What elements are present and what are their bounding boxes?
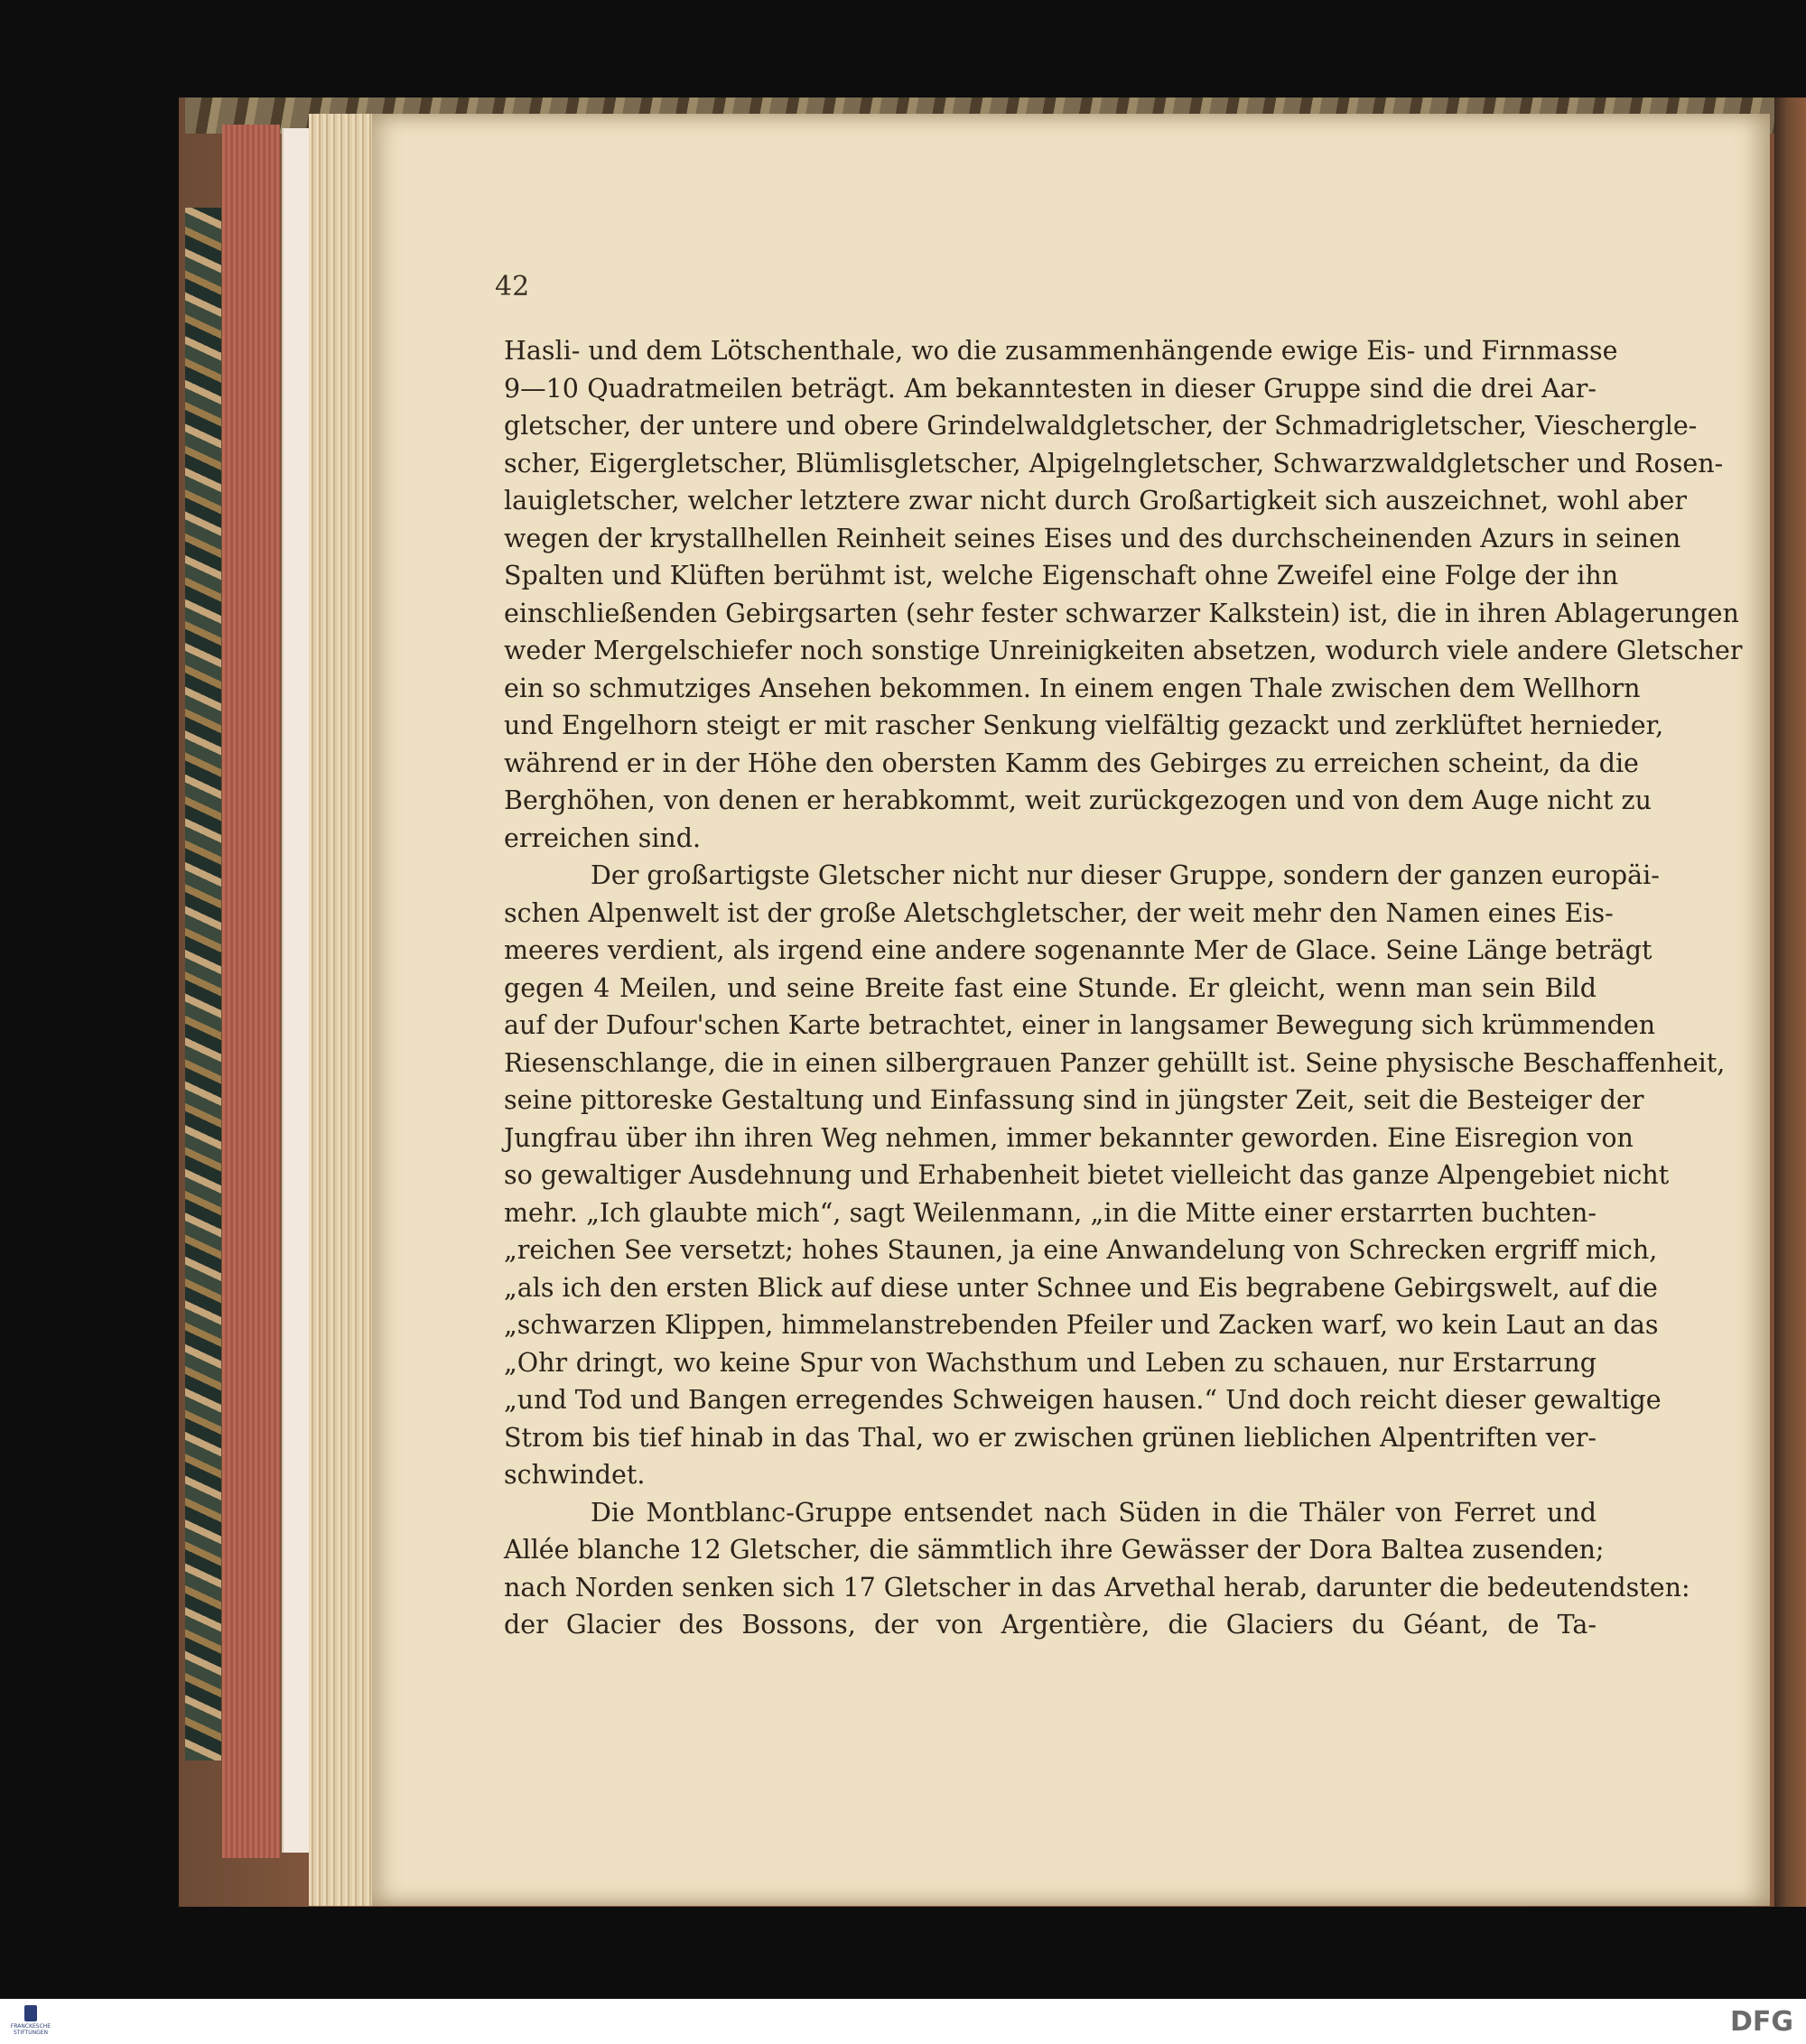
text-line: „als ich den ersten Blick auf diese unter Schnee und Eis begrabene Gebirgswelt, auf die (504, 1272, 1658, 1303)
text-line: Jungfrau über ihn ihren Weg nehmen, immer bekannter geworden. Eine Eisregion von (504, 1122, 1634, 1153)
text-line: „und Tod und Bangen erregendes Schweigen hausen.“ Und doch reicht dieser gewaltige (504, 1385, 1662, 1415)
text-line: gegen 4 Meilen, und seine Breite fast eine Stunde. Er gleicht, wenn man sein Bild (504, 972, 1597, 1003)
text-line: und Engelhorn steigt er mit rascher Senkung vielfältig gezackt und zerklüftet hernieder, (504, 711, 1664, 740)
text-line: Riesenschlange, die in einen silbergrauen Panzer gehüllt ist. Seine physische Beschaffenheit, (504, 1047, 1726, 1078)
text-line: Der großartigste Gletscher nicht nur dieser Gruppe, sondern der ganzen europäi- (591, 860, 1660, 890)
text-line: 9—10 Quadratmeilen beträgt. Am bekanntesten in dieser Gruppe sind die drei Aar- (504, 373, 1597, 404)
page-text (504, 332, 1743, 1644)
text-line: Spalten und Klüften berühmt ist, welche Eigenschaft ohne Zweifel eine Folge der ihn (504, 561, 1619, 590)
text-line: „schwarzen Klippen, himmelanstrebenden Pfeiler und Zacken warf, wo kein Laut an das (504, 1310, 1659, 1340)
text-line: seine pittoreske Gestaltung und Einfassung sind in jüngster Zeit, seit die Besteiger der (504, 1085, 1644, 1115)
text-line: wegen der krystallhellen Reinheit seines Eises und des durchscheinenden Azurs in seinen (504, 523, 1681, 553)
dfg-logo[interactable]: DFG (1729, 2006, 1793, 2038)
marbled-edge (185, 208, 221, 1761)
text-line: lauigletscher, welcher letztere zwar nicht durch Großartigkeit sich auszeichnet, wohl aber (504, 486, 1687, 516)
text-line: meeres verdient, als irgend eine andere sogenannte Mer de Glace. Seine Länge beträgt (504, 935, 1652, 965)
text-line: während er in der Höhe den obersten Kamm des Gebirges zu erreichen scheint, da die (504, 748, 1639, 778)
text-line: der Glacier des Bossons, der von Argentière, die Glaciers du Géant, de Ta- (504, 1610, 1597, 1640)
page-block-red-edge (222, 125, 280, 1858)
text-line: nach Norden senken sich 17 Gletscher in das Arvethal herab, darunter die bedeutendsten: (504, 1572, 1690, 1603)
text-line: ein so schmutziges Ansehen bekommen. In einem engen Thale zwischen dem Wellhorn (504, 673, 1641, 703)
text-line: so gewaltiger Ausdehnung und Erhabenheit bietet vielleicht das ganze Alpengebiet nicht (504, 1160, 1670, 1190)
endpaper (282, 128, 311, 1853)
page-stack-edges (309, 114, 372, 1906)
text-line: Hasli- und dem Lötschenthale, wo die zusammenhängende ewige Eis- und Firnmasse (504, 336, 1618, 366)
text-line: schwindet. (504, 1460, 646, 1490)
page-number: 42 (495, 271, 530, 302)
text-line: einschließenden Gebirgsarten (sehr fester schwarzer Kalkstein) ist, die in ihren Ablagerungen (504, 598, 1739, 628)
book-spine-right (1774, 98, 1806, 1907)
text-line: Strom bis tief hinab in das Thal, wo er zwischen grünen lieblichen Alpentriften ver- (504, 1422, 1597, 1453)
text-line: Die Montblanc-Gruppe entsendet nach Süden in die Thäler von Ferret und (591, 1497, 1597, 1528)
text-line: mehr. „Ich glaubte mich“, sagt Weilenmann, „in die Mitte einer erstarrten buchten- (504, 1197, 1597, 1228)
text-line: Berghöhen, von denen er herabkommt, weit zurückgezogen und von dem Auge nicht zu (504, 785, 1652, 815)
text-line: scher, Eigergletscher, Blümlisgletscher, Alpigelngletscher, Schwarzwaldgletscher und Rosen- (504, 448, 1724, 478)
text-line: schen Alpenwelt ist der große Aletschgletscher, der weit mehr den Namen eines Eis- (504, 897, 1614, 928)
text-line: weder Mergelschiefer noch sonstige Unreinigkeiten absetzen, wodurch viele andere Gletscher (504, 636, 1743, 665)
text-line: „reichen See versetzt; hohes Staunen, ja eine Anwandelung von Schrecken ergriff mich, (504, 1235, 1658, 1265)
text-line: gletscher, der untere und obere Grindelwaldgletscher, der Schmadrigletscher, Vieschergle- (504, 411, 1698, 441)
institution-icon (24, 2005, 37, 2021)
text-line: auf der Dufour'schen Karte betrachtet, einer in langsamer Bewegung sich krümmenden (504, 1010, 1656, 1040)
franckesche-stiftungen-logo[interactable] (10, 2002, 51, 2039)
viewer-footer (0, 1999, 1806, 2044)
text-line: „Ohr dringt, wo keine Spur von Wachsthum und Leben zu schauen, nur Erstarrung (504, 1347, 1597, 1378)
logo-text: FRANCKESCHE STIFTUNGEN (10, 2023, 51, 2036)
text-line: erreichen sind. (504, 822, 702, 853)
text-line: Allée blanche 12 Gletscher, die sämmtlich ihre Gewässer der Dora Baltea zusenden; (504, 1535, 1605, 1565)
